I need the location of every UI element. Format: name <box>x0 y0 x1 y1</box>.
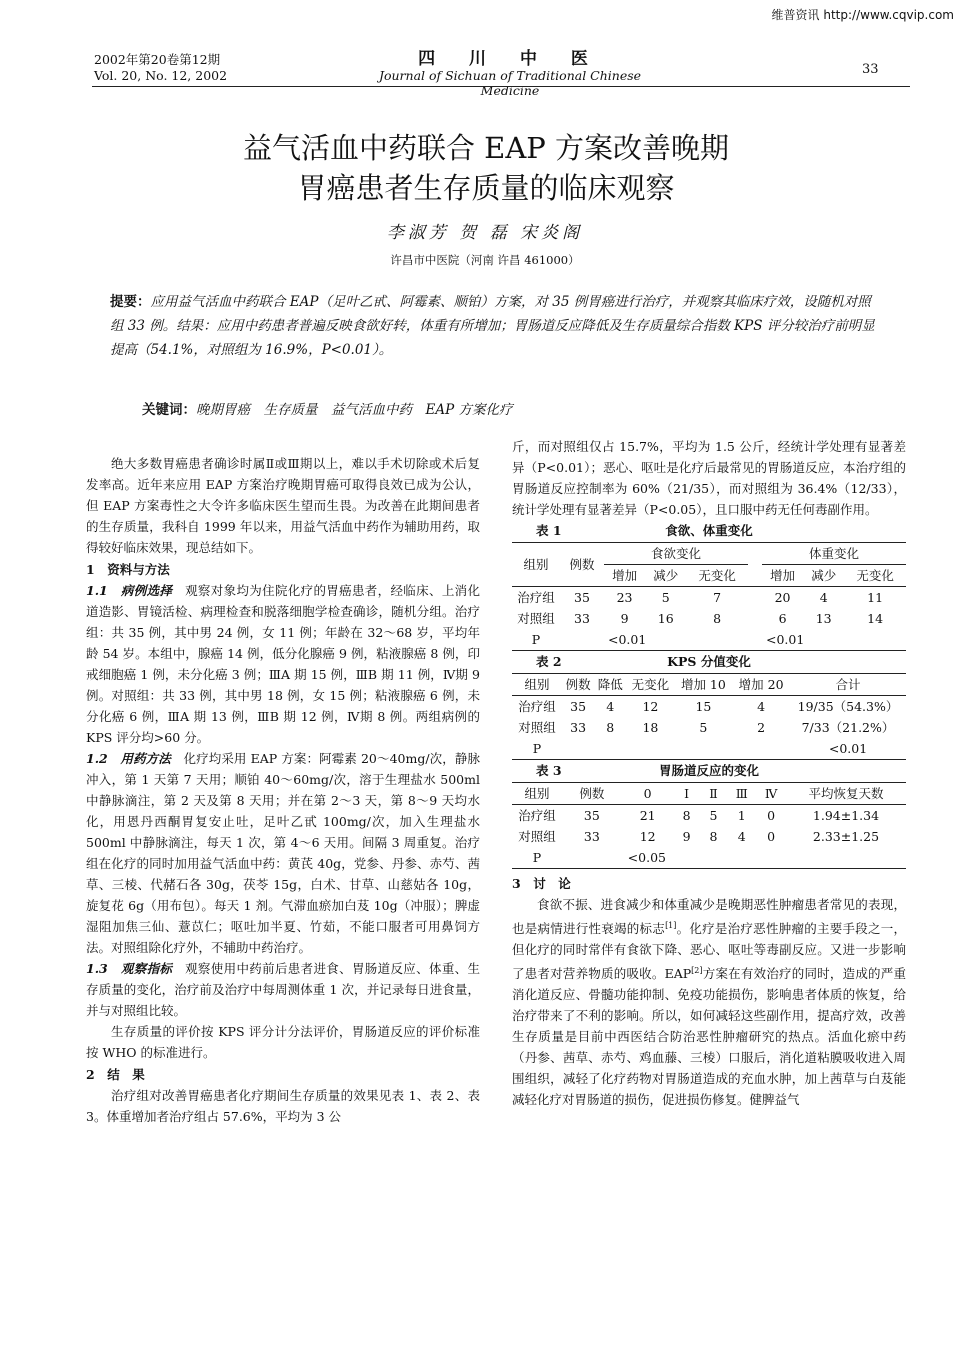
table-2-caption <box>512 651 906 673</box>
keywords <box>142 398 882 418</box>
table-cell: 对照组 <box>518 829 556 844</box>
table-cell: 治疗组 <box>518 699 556 714</box>
table-cell: 4 <box>606 699 615 714</box>
table-3-caption <box>512 760 906 782</box>
table-cell: 19/35（54.3%） <box>797 699 899 714</box>
table-header: 组别 <box>524 677 550 692</box>
table-subheader: 无变化 <box>698 568 736 583</box>
section-1-3-text: 观察使用中药前后患者进食、胃肠道反应、体重、生存质量的变化，治疗前及治疗中每周测体重 1 次，并记录每日进食量，并与对照组比较。 <box>86 961 480 1018</box>
discussion-text-c: 方案在有效治疗的同时，造成的严重消化道反应、骨髓功能抑制、免疫功能损伤，影响患者体质的恢复，给治疗带来了不利的影响。所以，如何减轻这些副作用，提高疗效，改善生存质量是目前中西医结合防治恶性肿瘤研究的热点。活血化瘀中药（丹参、茜草、赤芍、鸡血藤、三棱）口服后，消化道粘膜吸收进入周围组织，减轻了化疗药物对胃肠道造成的充血水肿，加上茜草与白芨能减轻化疗对胃肠道的损伤，促进损伤修复。健脾益气 <box>512 966 906 1108</box>
table-cell: 2.33±1.25 <box>812 829 880 844</box>
section-3-title: 3 讨 论 <box>512 876 571 891</box>
table-cell: 23 <box>616 590 633 605</box>
issue-cn: 2002年第20卷第12期 <box>94 52 221 67</box>
table-cell: 8 <box>709 829 718 844</box>
table-cell: 16 <box>657 611 674 626</box>
header-rule <box>92 86 910 87</box>
abstract-label: 提要： <box>110 294 151 310</box>
citation-1: [1] <box>665 921 677 930</box>
table-cell: 4 <box>737 829 746 844</box>
table-header: 组别 <box>524 786 550 801</box>
table-cell: 对照组 <box>518 720 556 735</box>
table-cell: 5 <box>699 720 708 735</box>
table-cell: 5 <box>709 808 718 823</box>
section-2-text: 治疗组对改善胃癌患者化疗期间生存质量的效果见表 1、表 2、表 3。体重增加者治疗组占 57.6%，平均为 3 公 <box>86 1088 480 1124</box>
table-1-caption <box>512 520 906 542</box>
table-header: 体重变化 <box>762 543 906 565</box>
section-2-title: 2 结 果 <box>86 1067 145 1082</box>
table-cell: 11 <box>867 590 884 605</box>
table-subheader: 减少 <box>653 568 679 583</box>
table-cell: 9 <box>682 829 691 844</box>
table-row <box>512 826 906 847</box>
table-header: 例数 <box>569 557 595 572</box>
table-cell: 4 <box>757 699 766 714</box>
table-subheader: 无变化 <box>856 568 894 583</box>
section-1-2 <box>86 748 480 958</box>
table-cell: 5 <box>661 590 670 605</box>
table-cell: 9 <box>620 611 629 626</box>
table-header: 降低 <box>597 677 623 692</box>
table-cell: 2 <box>757 720 766 735</box>
authors: 李淑芳 贺 磊 宋炎阁 <box>386 223 584 243</box>
table-row <box>512 696 906 718</box>
table-cell: 治疗组 <box>518 808 556 823</box>
table-cell: 33 <box>583 829 600 844</box>
table-cell: 8 <box>682 808 691 823</box>
table-cell: 7 <box>713 590 722 605</box>
table-cell: <0.01 <box>828 741 868 756</box>
journal-name-cn: 四 川 中 医 <box>418 49 602 69</box>
table-cell: 对照组 <box>517 611 555 626</box>
table-header: 例数 <box>565 677 591 692</box>
issue-info <box>94 52 227 84</box>
table-cell: P <box>531 632 541 647</box>
issue-en: Vol. 20, No. 12, 2002 <box>94 68 228 83</box>
table-cell: 1 <box>737 808 746 823</box>
section-1-1-heading: 1.1 病例选择 <box>86 583 173 598</box>
table-row <box>512 629 906 651</box>
section-1-3-paragraph-2: 生存质量的评价按 KPS 评分计分法评价，胃肠道反应的评价标准按 WHO 的标准进行。 <box>86 1024 480 1060</box>
table-subheader: 增加 <box>612 568 638 583</box>
table-3-title: 胃肠道反应的变化 <box>658 763 759 778</box>
table-cell: 21 <box>639 808 656 823</box>
results-continued: 斤，而对照组仅占 15.7%，平均为 1.5 公斤，经统计学处理有显著差异（P<0.01）；恶心、呕吐是化疗后最常见的胃肠道反应，本治疗组的胃肠道反应控制率为 60%（21/35），而对照组为 36.4%（12/33），统计学处理有显著差异（P<0.05），且口服中药无任何毒副作用。 <box>512 439 906 517</box>
table-cell: 35 <box>570 699 587 714</box>
title-line-1: 益气活血中药联合 EAP 方案改善晚期 <box>242 131 730 165</box>
table-row <box>512 717 906 738</box>
table-cell: <0.01 <box>608 632 647 647</box>
table-header: 增加 20 <box>738 677 784 692</box>
table-cell: <0.01 <box>765 632 805 647</box>
table-cell: 12 <box>642 699 659 714</box>
intro-paragraph: 绝大多数胃癌患者确诊时属Ⅱ或Ⅲ期以上，难以手术切除或术后复发率高。近年来应用 EAP 方案治疗晚期胃癌可取得良效已成为公认，但 EAP 方案毒性之大令许多临床医生望而生畏。为改善在此期间患者的生存质量，我科自 1999 年以来，用益气活血中药作为辅助用药，取得较好临床效果，现总结如下。 <box>86 456 480 555</box>
table-cell: 8 <box>606 720 615 735</box>
table-cell: P <box>532 850 542 865</box>
table-cell: 0 <box>767 829 776 844</box>
title-line-2: 胃癌患者生存质量的临床观察 <box>297 171 675 205</box>
section-1-title: 1 资料与方法 <box>86 562 170 577</box>
section-1-2-heading: 1.2 用药方法 <box>86 751 171 766</box>
table-cell: 12 <box>639 829 656 844</box>
table-cell: 8 <box>713 611 722 626</box>
table-header: 合计 <box>835 677 861 692</box>
table-row <box>512 805 906 827</box>
table-row <box>512 608 906 629</box>
discussion-text-a: 食欲不振、进食减少和体重减少是晚期恶性肿瘤患者常见的表现，也是病情进行性衰竭的标志 <box>512 897 906 937</box>
table-2 <box>512 673 906 760</box>
table-1-number: 表 1 <box>536 523 562 538</box>
table-header: 平均恢复天数 <box>808 786 884 801</box>
section-1-1 <box>86 580 480 748</box>
table-header: 0 <box>643 786 652 801</box>
table-3-number: 表 3 <box>536 763 562 778</box>
section-1-3 <box>86 958 480 1021</box>
table-header: 增加 10 <box>680 677 726 692</box>
table-header: 无变化 <box>631 677 670 692</box>
table-cell: 33 <box>574 611 590 626</box>
table-subheader: 减少 <box>811 568 837 583</box>
table-cell: 7/33（21.2%） <box>801 720 895 735</box>
table-cell: 13 <box>815 611 832 626</box>
section-1-2-text: 化疗均采用 EAP 方案：阿霉素 20～40mg/次，静脉冲入，第 1 天第 7 天用；顺铂 40～60mg/次，溶于生理盐水 500ml 中静脉滴注，第 2 天及第 8 天用；并在第 2～3 天，第 8～9 天均水化，用恩丹西酮胃复安止吐，足叶乙甙 100mg/次，加入生理盐水 500ml 中静脉滴注，每天 1 次，第 4～6 天用。间隔 3 周重复。治疗组在化疗的同时加用益气活血中药：黄芪 40g，党参、丹参、赤芍、茜草、三棱、代赭石各 30g，茯苓 15g，白术、甘草、山慈姑各 10g，旋复花 6g（用布包）。每天 1 剂。气滞血瘀加白芨 10g（冲服）；脾虚湿阻加焦三仙、薏苡仁；呕吐加半夏、竹茹，不能口服者可用鼻饲方法。对照组除化疗外，不辅助中药治疗。 <box>86 751 480 955</box>
section-3-text <box>512 894 906 1110</box>
table-cell: 18 <box>642 720 659 735</box>
table-header: Ⅰ <box>684 786 690 801</box>
table-1-title: 食欲、体重变化 <box>665 523 753 538</box>
table-header: Ⅱ <box>709 786 718 801</box>
table-header: Ⅳ <box>764 786 778 801</box>
table-cell: 0 <box>767 808 776 823</box>
citation-2: [2] <box>691 966 703 976</box>
keywords-label: 关键词： <box>142 402 196 418</box>
table-3 <box>512 782 906 869</box>
discussion-text-b: 。化疗是治疗恶性肿瘤的主要手段之一，但化疗的同时常伴有食欲下降、恶心、呕吐等毒副反应。又进一步影响了患者对营养物质的吸收。EAP <box>512 921 906 982</box>
table-row <box>512 587 906 609</box>
table-cell: 治疗组 <box>517 590 555 605</box>
table-cell: 15 <box>695 699 712 714</box>
abstract <box>110 290 880 362</box>
right-column <box>512 436 906 1110</box>
table-cell: 35 <box>574 590 590 605</box>
table-cell: 33 <box>570 720 587 735</box>
table-header: 食欲变化 <box>604 543 748 565</box>
table-cell: 1.94±1.34 <box>812 808 880 823</box>
table-cell: 35 <box>583 808 600 823</box>
left-column <box>86 453 480 1127</box>
table-header: Ⅲ <box>735 786 748 801</box>
table-cell: 4 <box>819 590 828 605</box>
keywords-text: 晚期胃癌 生存质量 益气活血中药 EAP 方案化疗 <box>196 402 513 418</box>
section-1-1-text: 观察对象均为住院化疗的胃癌患者，经临床、上消化道造影、胃镜活检、病理检查和脱落细胞学检查确诊，随机分组。治疗组：共 35 例，其中男 24 例，女 11 例；年龄在 32～68 岁，平均年龄 54 岁。本组中，腺癌 14 例，低分化腺癌 9 例，粘液腺癌 8 例，印戒细胞癌 1 例，未分化癌 3 例；ⅢA 期 15 例，ⅢB 期 11 例，Ⅳ期 9 例。对照组：共 33 例，其中男 18 例，女 15 例；粘液腺癌 6 例，未分化癌 6 例，ⅢA 期 13 例，ⅢB 期 12 例，Ⅳ期 8 例。两组病例的 KPS 评分均>60 分。 <box>86 583 480 745</box>
table-header: 例数 <box>579 786 605 801</box>
table-cell: <0.05 <box>627 850 666 865</box>
watermark: 维普资讯 http://www.cqvip.com <box>771 8 954 22</box>
abstract-text: 应用益气活血中药联合 EAP（足叶乙甙、阿霉素、顺铂）方案，对 35 例胃癌进行治疗，并观察其临床疗效，设随机对照组 33 例。结果：应用中药患者普遍反映食欲好转，体重有所增加；胃肠道反应降低及生存质量综合指数 KPS 评分较治疗前明显提高（54.1%，对照组为 16.9%，P<0.01）。 <box>110 294 875 358</box>
table-cell: 14 <box>867 611 884 626</box>
table-1 <box>512 542 906 651</box>
table-subheader: 增加 <box>770 568 796 583</box>
article-title <box>150 128 822 208</box>
table-header: 组别 <box>523 557 549 572</box>
page-number: 33 <box>862 62 879 77</box>
affiliation: 许昌市中医院（河南 许昌 461000） <box>390 253 580 267</box>
journal-header <box>352 50 668 98</box>
table-cell: P <box>532 741 542 756</box>
journal-name-en: Journal of Sichuan of Traditional Chinese Medicine <box>378 68 642 98</box>
table-row <box>512 738 906 760</box>
table-cell: 20 <box>774 590 791 605</box>
table-row <box>512 847 906 869</box>
table-cell: 6 <box>778 611 787 626</box>
section-1-3-heading: 1.3 观察指标 <box>86 961 173 976</box>
table-2-title: KPS 分值变化 <box>667 654 751 669</box>
table-2-number: 表 2 <box>536 654 562 669</box>
